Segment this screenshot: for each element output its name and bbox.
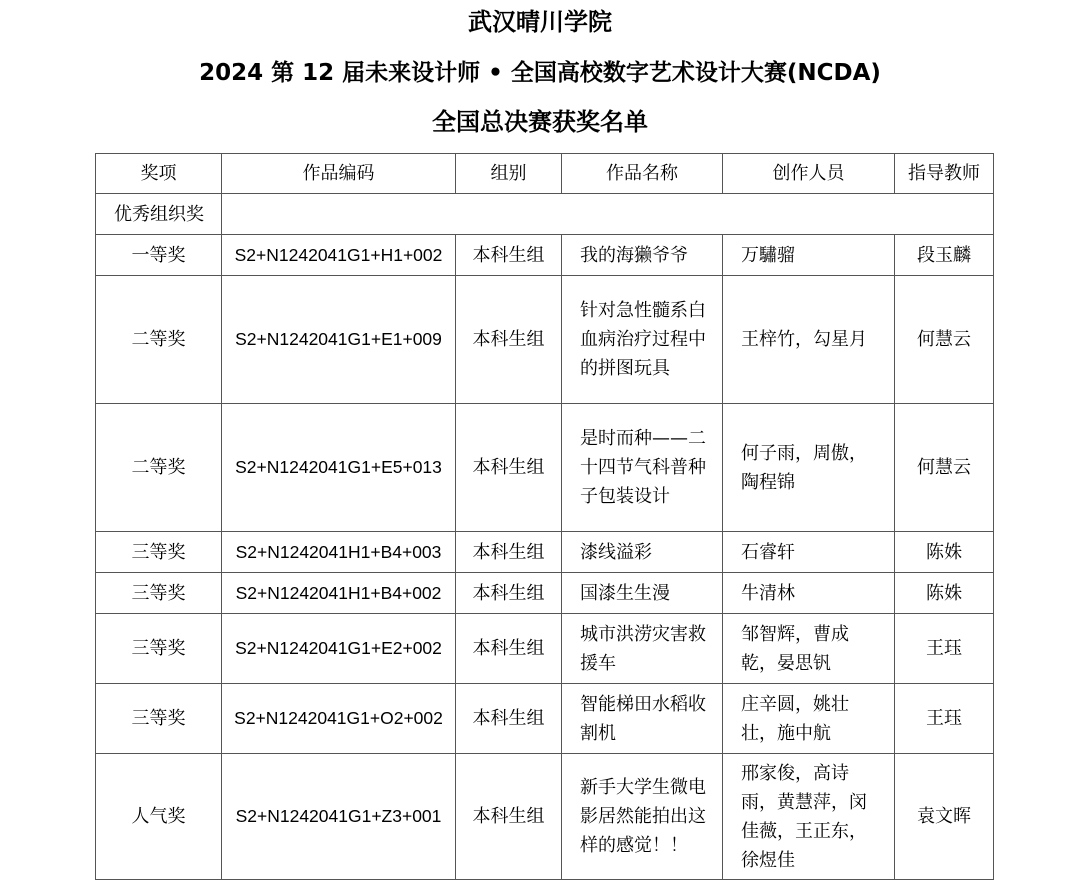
creators-cell: 牛清林 xyxy=(723,573,895,614)
teacher-cell: 陈姝 xyxy=(895,532,994,573)
teacher-cell: 何慧云 xyxy=(895,276,994,404)
table-row xyxy=(96,573,994,614)
column-header: 作品编码 xyxy=(222,154,456,194)
award-cell: 二等奖 xyxy=(96,404,222,532)
group-cell: 本科生组 xyxy=(456,614,562,684)
column-header: 创作人员 xyxy=(723,154,895,194)
teacher-cell: 王珏 xyxy=(895,684,994,754)
teacher-cell: 何慧云 xyxy=(895,404,994,532)
code-cell: S2+N1242041G1+E5+013 xyxy=(222,404,456,532)
table-row xyxy=(96,754,994,880)
column-header: 奖项 xyxy=(96,154,222,194)
table-row xyxy=(96,404,994,532)
work-cell: 漆线溢彩 xyxy=(562,532,723,573)
table-row xyxy=(96,614,994,684)
awards-table xyxy=(95,153,994,880)
column-header: 作品名称 xyxy=(562,154,723,194)
work-cell: 针对急性髓系白血病治疗过程中的拼图玩具 xyxy=(562,276,723,404)
list-title: 全国总决赛获奖名单 xyxy=(432,108,648,136)
column-header: 指导教师 xyxy=(895,154,994,194)
work-cell: 国漆生生漫 xyxy=(562,573,723,614)
org-award-empty xyxy=(222,194,994,235)
code-cell: S2+N1242041H1+B4+002 xyxy=(222,573,456,614)
group-cell: 本科生组 xyxy=(456,754,562,880)
teacher-cell: 袁文晖 xyxy=(895,754,994,880)
code-cell: S2+N1242041G1+E1+009 xyxy=(222,276,456,404)
award-cell: 人气奖 xyxy=(96,754,222,880)
teacher-cell: 段玉麟 xyxy=(895,235,994,276)
table-row xyxy=(96,276,994,404)
teacher-cell: 陈姝 xyxy=(895,573,994,614)
work-cell: 新手大学生微电影居然能拍出这样的感觉！！ xyxy=(562,754,723,880)
code-cell: S2+N1242041G1+E2+002 xyxy=(222,614,456,684)
work-cell: 智能梯田水稻收割机 xyxy=(562,684,723,754)
creators-cell: 何子雨，周傲，陶程锦 xyxy=(723,404,895,532)
table-row xyxy=(96,532,994,573)
table-row xyxy=(96,684,994,754)
work-cell: 我的海獭爷爷 xyxy=(562,235,723,276)
org-award-label: 优秀组织奖 xyxy=(96,194,222,235)
award-cell: 三等奖 xyxy=(96,684,222,754)
creators-cell: 庄辛圆，姚壮壮，施中航 xyxy=(723,684,895,754)
group-cell: 本科生组 xyxy=(456,573,562,614)
competition-title: 2024 第 12 届未来设计师 • 全国高校数字艺术设计大赛(NCDA) xyxy=(199,60,881,86)
award-cell: 二等奖 xyxy=(96,276,222,404)
award-cell: 三等奖 xyxy=(96,573,222,614)
creators-cell: 王梓竹，勾星月 xyxy=(723,276,895,404)
code-cell: S2+N1242041G1+H1+002 xyxy=(222,235,456,276)
award-cell: 三等奖 xyxy=(96,614,222,684)
group-cell: 本科生组 xyxy=(456,235,562,276)
award-cell: 一等奖 xyxy=(96,235,222,276)
creators-cell: 邹智辉，曹成乾，晏思钒 xyxy=(723,614,895,684)
org-award-row xyxy=(96,194,994,235)
teacher-cell: 王珏 xyxy=(895,614,994,684)
code-cell: S2+N1242041H1+B4+003 xyxy=(222,532,456,573)
award-cell: 三等奖 xyxy=(96,532,222,573)
table-row xyxy=(96,235,994,276)
creators-cell: 邢家俊，高诗雨，黄慧萍，闵佳薇，王正东，徐煜佳 xyxy=(723,754,895,880)
creators-cell: 万驌骝 xyxy=(723,235,895,276)
school-name: 武汉晴川学院 xyxy=(468,8,612,36)
creators-cell: 石睿轩 xyxy=(723,532,895,573)
column-header: 组别 xyxy=(456,154,562,194)
table-header-row xyxy=(96,154,994,194)
group-cell: 本科生组 xyxy=(456,684,562,754)
code-cell: S2+N1242041G1+O2+002 xyxy=(222,684,456,754)
work-cell: 是时而种——二十四节气科普种子包装设计 xyxy=(562,404,723,532)
code-cell: S2+N1242041G1+Z3+001 xyxy=(222,754,456,880)
group-cell: 本科生组 xyxy=(456,532,562,573)
work-cell: 城市洪涝灾害救援车 xyxy=(562,614,723,684)
group-cell: 本科生组 xyxy=(456,276,562,404)
group-cell: 本科生组 xyxy=(456,404,562,532)
